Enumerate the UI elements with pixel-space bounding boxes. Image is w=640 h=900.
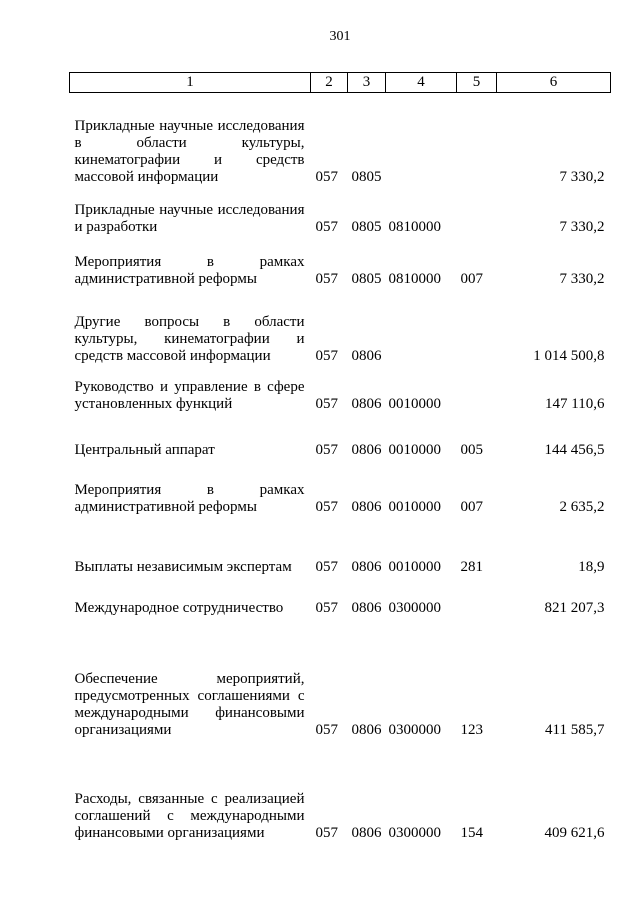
cell-section-code: 0806 xyxy=(351,559,382,575)
row-name: Другие вопросы в области культуры, кинематографии и средств массовой информации xyxy=(74,314,305,364)
table-row xyxy=(70,93,611,187)
cell-target-code: 0010000 xyxy=(388,396,441,412)
cell-section-code: 0806 xyxy=(351,348,382,364)
cell-ministry-code: 057 xyxy=(315,825,338,841)
cell-target-code: 0300000 xyxy=(388,722,441,738)
row-name: Мероприятия в рамках административной реформы xyxy=(74,254,305,287)
cell-ministry-code: 057 xyxy=(315,169,338,185)
cell-ministry-code: 057 xyxy=(315,442,338,458)
cell-target-code xyxy=(386,288,457,365)
cell-expense-type: 007 xyxy=(460,271,483,287)
cell-amount: 18,9 xyxy=(578,559,605,575)
cell-expense-type xyxy=(457,93,497,187)
cell-expense-type: 007 xyxy=(460,499,483,515)
cell-target-code: 0010000 xyxy=(388,442,441,458)
cell-target-code: 0810000 xyxy=(388,219,441,235)
column-header-2: 2 xyxy=(311,73,348,93)
cell-section-code: 0805 xyxy=(351,219,382,235)
table-row xyxy=(70,186,611,236)
cell-amount: 147 110,6 xyxy=(545,396,605,412)
cell-expense-type: 005 xyxy=(460,442,483,458)
row-name: Прикладные научные исследования и разработки xyxy=(74,202,305,235)
row-name: Мероприятия в рамках административной реформы xyxy=(74,482,305,515)
cell-expense-type xyxy=(457,576,497,617)
cell-amount: 411 585,7 xyxy=(545,722,605,738)
column-header-4: 4 xyxy=(386,73,457,93)
row-name: Прикладные научные исследования в области культуры, кинематографии и средств массовой информации xyxy=(74,118,305,185)
cell-ministry-code: 057 xyxy=(315,559,338,575)
row-name: Центральный аппарат xyxy=(74,442,215,458)
cell-section-code: 0806 xyxy=(351,442,382,458)
cell-section-code: 0806 xyxy=(351,825,382,841)
cell-ministry-code: 057 xyxy=(315,722,338,738)
row-name: Международное сотрудничество xyxy=(74,600,284,616)
cell-section-code: 0805 xyxy=(351,271,382,287)
table-row xyxy=(70,365,611,413)
cell-ministry-code: 057 xyxy=(315,219,338,235)
cell-ministry-code: 057 xyxy=(315,271,338,287)
cell-amount: 821 207,3 xyxy=(544,600,605,616)
cell-section-code: 0806 xyxy=(351,600,382,616)
cell-amount: 2 635,2 xyxy=(559,499,605,515)
table-row xyxy=(70,413,611,459)
table-row xyxy=(70,576,611,617)
cell-expense-type: 154 xyxy=(460,825,483,841)
cell-section-code: 0806 xyxy=(351,396,382,412)
row-name: Выплаты независимым экспертам xyxy=(74,559,292,575)
cell-target-code: 0010000 xyxy=(388,499,441,515)
row-name: Расходы, связанные с реализацией соглашений с международными финансовыми организациями xyxy=(74,791,305,841)
row-name: Руководство и управление в сфере установленных функций xyxy=(74,379,305,412)
cell-section-code: 0805 xyxy=(351,169,382,185)
cell-amount: 144 456,5 xyxy=(544,442,605,458)
cell-ministry-code: 057 xyxy=(315,499,338,515)
cell-target-code: 0300000 xyxy=(388,600,441,616)
cell-target-code xyxy=(386,93,457,187)
cell-ministry-code: 057 xyxy=(315,600,338,616)
cell-expense-type xyxy=(457,365,497,413)
cell-target-code: 0300000 xyxy=(388,825,441,841)
cell-section-code: 0806 xyxy=(351,499,382,515)
cell-section-code: 0806 xyxy=(351,722,382,738)
cell-amount: 7 330,2 xyxy=(559,219,605,235)
cell-expense-type xyxy=(457,288,497,365)
header-row xyxy=(70,73,611,93)
cell-target-code: 0010000 xyxy=(388,559,441,575)
cell-expense-type: 281 xyxy=(460,559,483,575)
table-row xyxy=(70,739,611,842)
cell-ministry-code: 057 xyxy=(315,396,338,412)
cell-expense-type xyxy=(457,186,497,236)
table-row xyxy=(70,459,611,516)
page-number: 301 xyxy=(329,29,351,44)
table-row xyxy=(70,236,611,288)
cell-ministry-code: 057 xyxy=(315,348,338,364)
table-row xyxy=(70,617,611,739)
cell-amount: 7 330,2 xyxy=(559,169,605,185)
row-name: Обеспечение мероприятий, предусмотренных соглашениями с международными финансовыми организациями xyxy=(74,671,305,738)
budget-table xyxy=(69,72,611,842)
cell-expense-type: 123 xyxy=(460,722,483,738)
column-header-6: 6 xyxy=(497,73,611,93)
cell-target-code: 0810000 xyxy=(388,271,441,287)
cell-amount: 7 330,2 xyxy=(559,271,605,287)
column-header-1: 1 xyxy=(70,73,311,93)
table-row xyxy=(70,516,611,576)
cell-amount: 1 014 500,8 xyxy=(533,348,605,364)
column-header-5: 5 xyxy=(457,73,497,93)
table-row xyxy=(70,288,611,365)
cell-amount: 409 621,6 xyxy=(544,825,605,841)
column-header-3: 3 xyxy=(348,73,386,93)
